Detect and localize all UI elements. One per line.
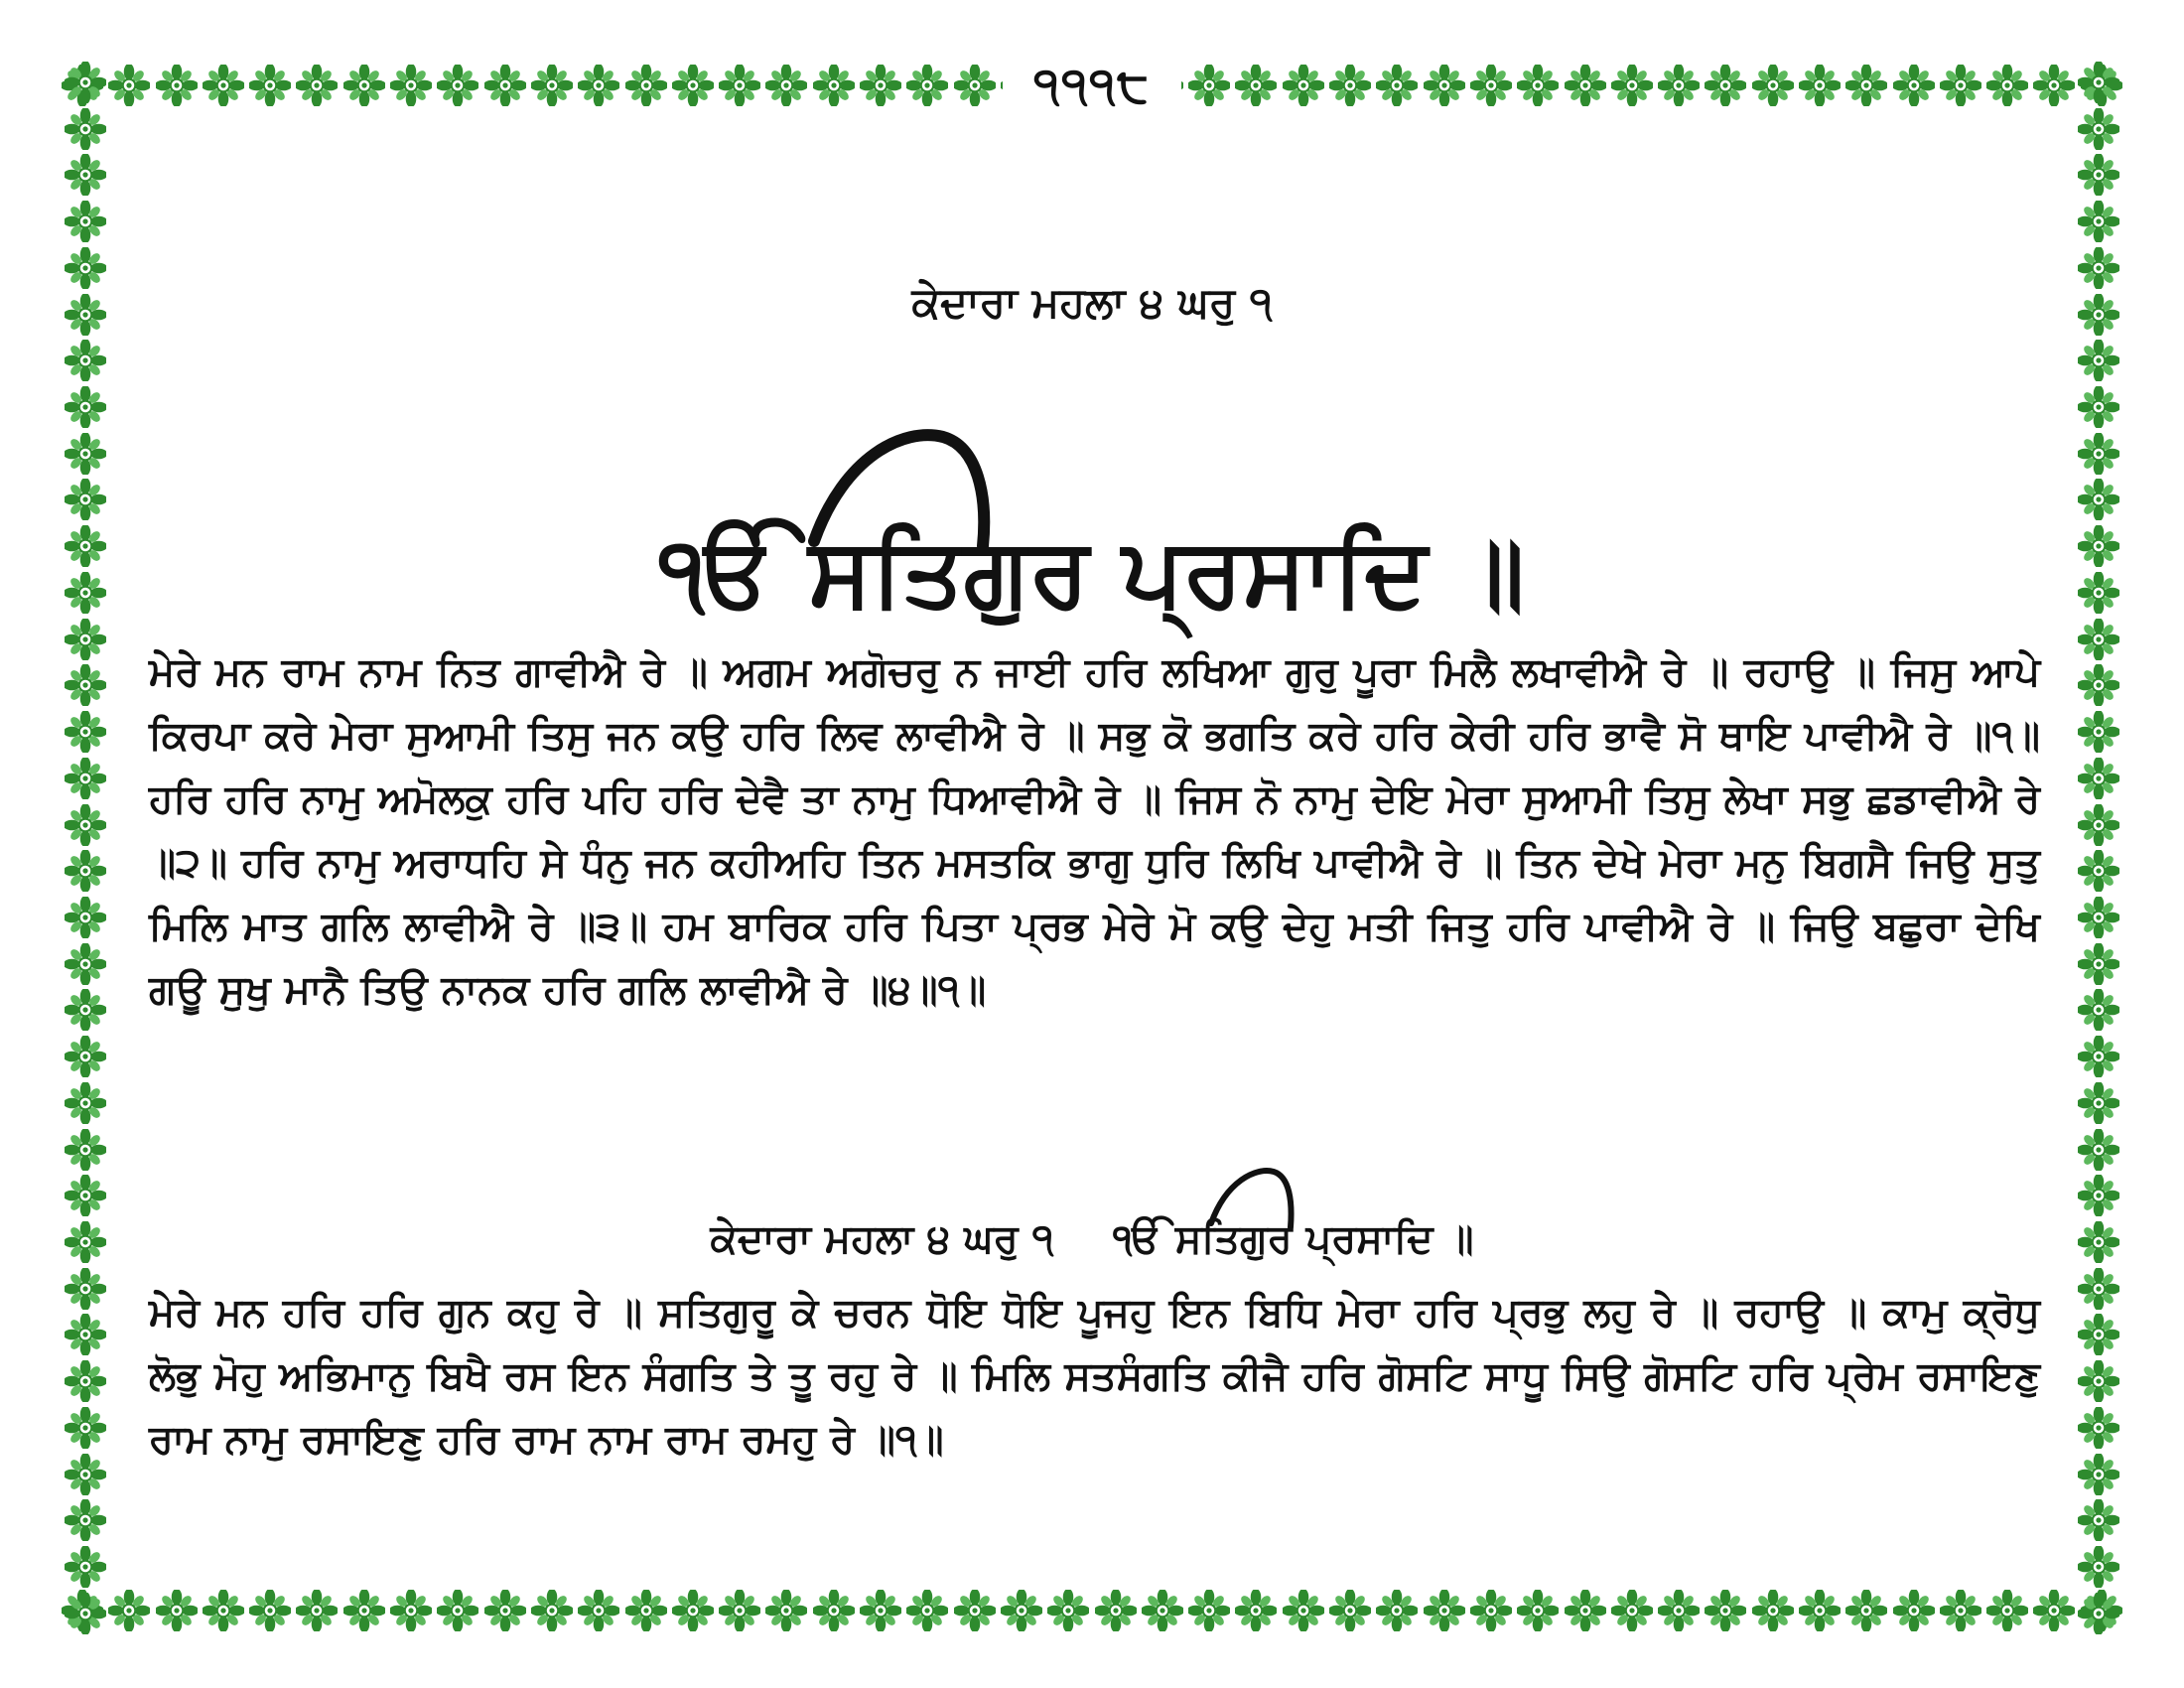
border-flower-icon: [1658, 1590, 1700, 1631]
border-flower-icon: [484, 1590, 526, 1631]
border-flower-icon: [1283, 1590, 1324, 1631]
border-flower-icon: [1565, 1590, 1606, 1631]
border-flower-icon: [1845, 1590, 1887, 1631]
border-flower-icon: [1188, 1590, 1230, 1631]
border-flower-icon: [65, 711, 106, 753]
border-flower-icon: [296, 65, 338, 106]
border-flower-icon: [1799, 65, 1841, 106]
border-flower-icon: [1235, 1590, 1277, 1631]
border-flower-icon: [813, 1590, 855, 1631]
border-flower-icon: [390, 65, 432, 106]
section2-heading-line: [0, 1216, 2184, 1262]
section2-text: ਮੇਰੇ ਮਨ ਹਰਿ ਹਰਿ ਗੁਨ ਕਹੁ ਰੇ ॥ ਸਤਿਗੁਰੂ ਕੇ ਚਰਨ ਧੋਇ ਧੋਇ ਪੂਜਹੁ ਇਨ ਬਿਧਿ ਮੇਰਾ ਹਰਿ ਪ੍ਰਭੁ ਲਹੁ ਰੇ ॥ ਰਹਾਉ ॥ ਕਾਮੁ ਕ੍ਰੋਧੁ ਲੋਭੁ ਮੋਹੁ ਅਭਿਮਾਨੁ ਬਿਖੈ ਰਸ ਇਨ ਸੰਗਤਿ ਤੇ ਤੂ ਰਹੁ ਰੇ ॥ ਮਿਲਿ ਸਤਸੰਗਤਿ ਕੀਜੈ ਹਰਿ ਗੋਸਟਿ ਸਾਧੂ ਸਿਉ ਗੋਸਟਿ ਹਰਿ ਪ੍ਰੇਮ ਰਸਾਇਣੁ ਰਾਮ ਨਾਮੁ ਰਸਾਇਣੁ ਹਰਿ ਰਾਮ ਨਾਮ ਰਾਮ ਰਮਹੁ ਰੇ ॥੧॥: [149, 1290, 2040, 1463]
border-flower-icon: [1329, 1590, 1371, 1631]
border-flower-icon: [954, 1590, 996, 1631]
border-flower-icon: [1283, 65, 1324, 106]
border-flower-icon: [1329, 65, 1371, 106]
border-flower-icon: [2078, 804, 2119, 846]
border-flower-icon: [906, 65, 948, 106]
border-flower-icon: [484, 65, 526, 106]
section1-text: ਮੇਰੇ ਮਨ ਰਾਮ ਨਾਮ ਨਿਤ ਗਾਵੀਐ ਰੇ ॥ ਅਗਮ ਅਗੋਚਰੁ ਨ ਜਾਈ ਹਰਿ ਲਖਿਆ ਗੁਰੁ ਪੂਰਾ ਮਿਲੈ ਲਖਾਵੀਐ ਰੇ ॥ ਰਹਾਉ ॥ ਜਿਸੁ ਆਪੇ ਕਿਰਪਾ ਕਰੇ ਮੇਰਾ ਸੁਆਮੀ ਤਿਸੁ ਜਨ ਕਉ ਹਰਿ ਲਿਵ ਲਾਵੀਐ ਰੇ ॥ ਸਭੁ ਕੋ ਭਗਤਿ ਕਰੇ ਹਰਿ ਕੇਰੀ ਹਰਿ ਭਾਵੈ ਸੋ ਥਾਇ ਪਾਵੀਐ ਰੇ ॥੧॥ ਹਰਿ ਹਰਿ ਨਾਮੁ ਅਮੋਲਕੁ ਹਰਿ ਪਹਿ ਹਰਿ ਦੇਵੈ ਤਾ ਨਾਮੁ ਧਿਆਵੀਐ ਰੇ ॥ ਜਿਸ ਨੋ ਨਾਮੁ ਦੇਇ ਮੇਰਾ ਸੁਆਮੀ ਤਿਸੁ ਲੇਖਾ ਸਭੁ ਛਡਾਵੀਐ ਰੇ ॥੨॥ ਹਰਿ ਨਾਮੁ ਅਰਾਧਹਿ ਸੇ ਧੰਨੁ ਜਨ ਕਹੀਅਹਿ ਤਿਨ ਮਸਤਕਿ ਭਾਗੁ ਧੁਰਿ ਲਿਖਿ ਪਾਵੀਐ ਰੇ ॥ ਤਿਨ ਦੇਖੇ ਮੇਰਾ ਮਨੁ ਬਿਗਸੈ ਜਿਉ ਸੁਤੁ ਮਿਲਿ ਮਾਤ ਗਲਿ ਲਾਵੀਐ ਰੇ ॥੩॥ ਹਮ ਬਾਰਿਕ ਹਰਿ ਪਿਤਾ ਪ੍ਰਭ ਮੇਰੇ ਮੋ ਕਉ ਦੇਹੁ ਮਤੀ ਜਿਤੁ ਹਰਿ ਪਾਵੀਐ ਰੇ ॥ ਜਿਉ ਬਛੁਰਾ ਦੇਖਿ ਗਊ ਸੁਖੁ ਮਾਨੈ ਤਿਉ ਨਾਨਕ ਹਰਿ ਗਲਿ ਲਾਵੀਐ ਰੇ ॥੪॥੧॥: [149, 649, 2040, 1013]
border-flower-icon: [954, 65, 996, 106]
border-flower-icon: [672, 65, 714, 106]
border-flower-icon: [65, 989, 106, 1031]
border-flower-icon: [390, 1590, 432, 1631]
border-flower-icon: [1565, 65, 1606, 106]
border-flower-icon: [2078, 1546, 2119, 1588]
border-flower-icon: [65, 1546, 106, 1588]
border-flower-icon: [1986, 65, 2028, 106]
border-flower-icon: [203, 1590, 244, 1631]
border-flower-icon: [1705, 65, 1746, 106]
border-flower-icon: [1235, 65, 1277, 106]
border-flower-icon: [625, 65, 667, 106]
border-flower-icon: [65, 943, 106, 985]
border-flower-icon: [2078, 1036, 2119, 1077]
border-flower-icon: [906, 1590, 948, 1631]
border-flower-icon: [531, 1590, 573, 1631]
border-flower-icon: [2078, 758, 2119, 799]
border-flower-icon: [1752, 1590, 1794, 1631]
border-flower-icon: [2078, 340, 2119, 381]
border-flower-icon: [65, 1593, 106, 1634]
border-flower-icon: [65, 1360, 106, 1402]
border-flower-icon: [1940, 1590, 1981, 1631]
border-flower-icon: [65, 1454, 106, 1495]
border-flower-icon: [1095, 1590, 1137, 1631]
border-flower-icon: [2078, 1593, 2119, 1634]
border-flower-icon: [2078, 62, 2119, 103]
border-flower-icon: [65, 664, 106, 706]
border-flower-icon: [672, 1590, 714, 1631]
border-flower-icon: [2033, 65, 2075, 106]
section2-heading: ਕੇਦਾਰਾ ਮਹਲਾ ੪ ਘਰੁ ੧: [710, 1216, 1054, 1262]
border-flower-icon: [437, 65, 478, 106]
border-flower-icon: [1705, 1590, 1746, 1631]
border-flower-icon: [65, 804, 106, 846]
border-flower-icon: [65, 758, 106, 799]
border-flower-icon: [65, 62, 106, 103]
border-flower-icon: [719, 1590, 760, 1631]
border-flower-icon: [65, 108, 106, 150]
border-flower-icon: [65, 1407, 106, 1449]
border-flower-icon: [860, 1590, 901, 1631]
border-flower-icon: [813, 65, 855, 106]
border-flower-icon: [2078, 1454, 2119, 1495]
border-flower-icon: [1940, 65, 1981, 106]
border-flower-icon: [1376, 1590, 1418, 1631]
border-flower-icon: [2078, 1129, 2119, 1171]
border-flower-icon: [1611, 65, 1653, 106]
border-flower-icon: [108, 65, 150, 106]
border-flower-icon: [2033, 1590, 2075, 1631]
border-flower-icon: [1845, 65, 1887, 106]
border-flower-icon: [578, 1590, 619, 1631]
border-flower-icon: [1424, 65, 1465, 106]
border-flower-icon: [1424, 1590, 1465, 1631]
border-flower-icon: [65, 1036, 106, 1077]
border-flower-icon: [203, 65, 244, 106]
border-flower-icon: [108, 1590, 150, 1631]
section2-mool-mantar: ੴ ਸਤਿਗੁਰ ਪ੍ਰਸਾਦਿ ॥: [1113, 1216, 1474, 1262]
mool-mantar-block: [0, 417, 2184, 635]
border-flower-icon: [65, 1268, 106, 1310]
border-bottom: [62, 1587, 2122, 1634]
border-flower-icon: [1893, 65, 1935, 106]
border-flower-icon: [1658, 65, 1700, 106]
border-flower-icon: [249, 1590, 291, 1631]
border-flower-icon: [65, 201, 106, 242]
border-flower-icon: [2078, 201, 2119, 242]
border-flower-icon: [156, 1590, 198, 1631]
page-number: ੧੧੧੮: [1033, 57, 1151, 113]
border-flower-icon: [343, 1590, 385, 1631]
border-flower-icon: [1001, 1590, 1042, 1631]
border-flower-icon: [765, 1590, 807, 1631]
border-flower-icon: [1799, 1590, 1841, 1631]
border-flower-icon: [2078, 897, 2119, 938]
border-flower-icon: [765, 65, 807, 106]
border-flower-icon: [65, 340, 106, 381]
border-flower-icon: [1517, 1590, 1559, 1631]
border-flower-icon: [1470, 65, 1512, 106]
border-flower-icon: [65, 897, 106, 938]
mool-mantar-text: ੴ ਸਤਿਗੁਰ ਪ੍ਰਸਾਦਿ ॥: [659, 516, 1525, 628]
border-flower-icon: [2078, 154, 2119, 196]
border-flower-icon: [2078, 664, 2119, 706]
border-flower-icon: [1047, 1590, 1089, 1631]
border-flower-icon: [2078, 1314, 2119, 1355]
border-flower-icon: [2078, 711, 2119, 753]
border-flower-icon: [65, 1314, 106, 1355]
border-flower-icon: [2078, 1360, 2119, 1402]
border-flower-icon: [2078, 943, 2119, 985]
border-flower-icon: [1611, 1590, 1653, 1631]
border-flower-icon: [1986, 1590, 2028, 1631]
border-flower-icon: [65, 154, 106, 196]
page-number-box: [1003, 56, 1181, 115]
border-flower-icon: [2078, 850, 2119, 892]
border-flower-icon: [1376, 65, 1418, 106]
border-flower-icon: [65, 1175, 106, 1216]
border-flower-icon: [2078, 1082, 2119, 1124]
border-flower-icon: [1470, 1590, 1512, 1631]
border-flower-icon: [65, 1499, 106, 1541]
border-flower-icon: [2078, 1268, 2119, 1310]
border-flower-icon: [578, 65, 619, 106]
border-flower-icon: [1142, 1590, 1183, 1631]
border-flower-icon: [2078, 108, 2119, 150]
border-flower-icon: [65, 850, 106, 892]
border-flower-icon: [65, 1082, 106, 1124]
section1-heading: ਕੇਦਾਰਾ ਮਹਲਾ ੪ ਘਰੁ ੧: [911, 278, 1273, 327]
border-flower-icon: [296, 1590, 338, 1631]
border-flower-icon: [1188, 65, 1230, 106]
border-flower-icon: [2078, 1499, 2119, 1541]
border-flower-icon: [249, 65, 291, 106]
border-flower-icon: [343, 65, 385, 106]
border-flower-icon: [437, 1590, 478, 1631]
border-flower-icon: [860, 65, 901, 106]
border-flower-icon: [1893, 1590, 1935, 1631]
border-flower-icon: [2078, 989, 2119, 1031]
border-flower-icon: [719, 65, 760, 106]
border-flower-icon: [156, 65, 198, 106]
border-flower-icon: [531, 65, 573, 106]
border-flower-icon: [1752, 65, 1794, 106]
border-flower-icon: [2078, 1407, 2119, 1449]
border-flower-icon: [625, 1590, 667, 1631]
border-flower-icon: [1517, 65, 1559, 106]
border-flower-icon: [2078, 1175, 2119, 1216]
border-flower-icon: [65, 1129, 106, 1171]
